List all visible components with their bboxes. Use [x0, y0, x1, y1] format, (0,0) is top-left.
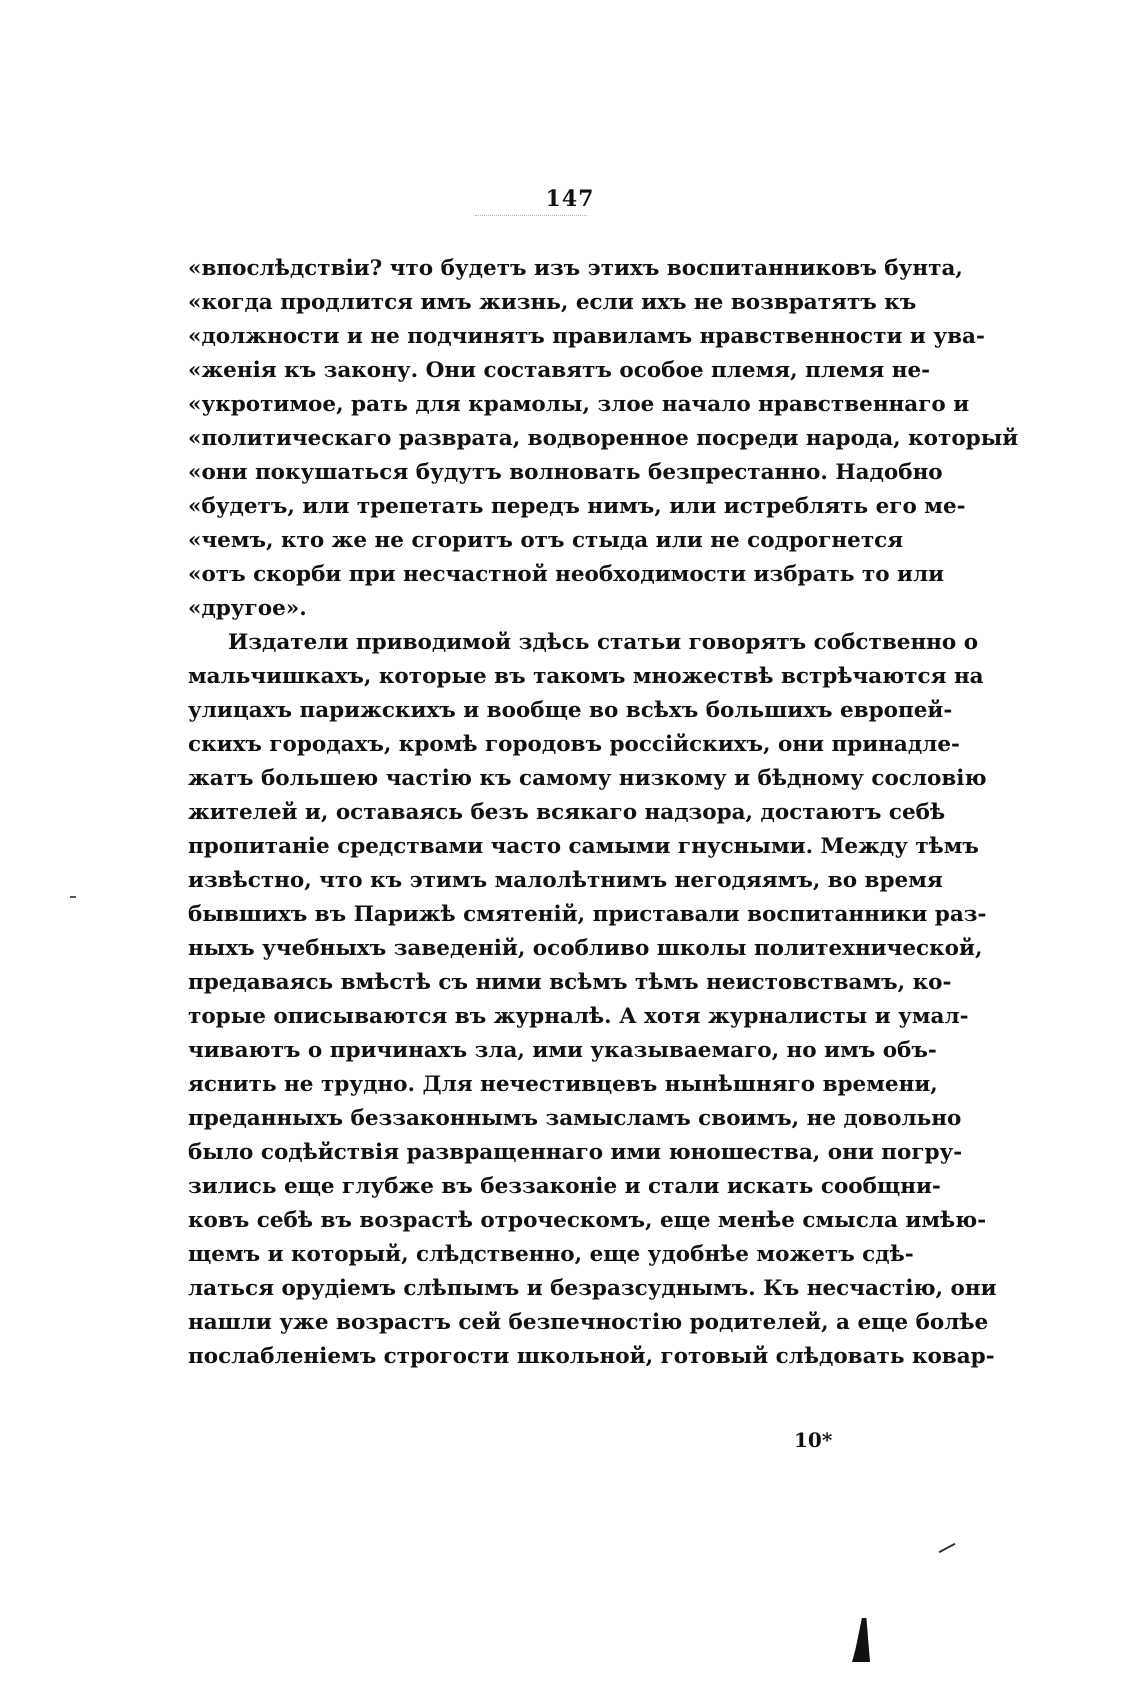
- text-line: латься орудіемъ слѣпымъ и безразсуднымъ. Къ несчастію, они: [188, 1276, 997, 1301]
- text-line: нашли уже возрастъ сей безпечностію родителей, а еще болѣе: [188, 1310, 989, 1335]
- text-line: щемъ и который, слѣдственно, еще удобнѣе можетъ сдѣ-: [188, 1242, 914, 1267]
- text-line: скихъ городахъ, кромѣ городовъ россійскихъ, они принадле-: [188, 732, 960, 757]
- text-line: преданныхъ беззаконнымъ замысламъ своимъ, не довольно: [188, 1106, 962, 1131]
- text-line: «политическаго разврата, водворенное посреди народа, который: [188, 426, 1019, 451]
- text-line: «чемъ, кто же не сгоритъ отъ стыда или не содрогнется: [188, 528, 904, 553]
- scan-speck: [70, 896, 76, 898]
- text-line: пропитаніе средствами часто самыми гнусными. Между тѣмъ: [188, 834, 979, 859]
- text-line: улицахъ парижскихъ и вообще во всѣхъ большихъ европей-: [188, 698, 953, 723]
- text-line: «будетъ, или трепетать передъ нимъ, или истреблять его ме-: [188, 494, 966, 519]
- text-line: извѣстно, что къ этимъ малолѣтнимъ негодяямъ, во время: [188, 868, 943, 893]
- text-line: было содѣйствія развращеннаго ими юношества, они погру-: [188, 1140, 963, 1165]
- text-line: ковъ себѣ въ возрастѣ отроческомъ, еще менѣе смысла имѣю-: [188, 1208, 987, 1233]
- text-line: послабленіемъ строгости школьной, готовый слѣдовать ковар-: [188, 1344, 995, 1369]
- text-line: торые описываются въ журналѣ. А хотя журналисты и умал-: [188, 1004, 969, 1029]
- text-line: зились еще глубже въ беззаконіе и стали искать сообщни-: [188, 1174, 941, 1199]
- text-line: жителей и, оставаясь безъ всякаго надзора, достаютъ себѣ: [188, 800, 946, 825]
- text-line: мальчишкахъ, которые въ такомъ множествѣ встрѣчаются на: [188, 664, 984, 689]
- body-text: [188, 252, 1019, 1374]
- text-line: ныхъ учебныхъ заведеній, особливо школы политехнической,: [188, 936, 983, 961]
- text-line: «укротимое, рать для крамолы, злое начало нравственнаго и: [188, 392, 970, 417]
- text-line: «когда продлится имъ жизнь, если ихъ не возвратятъ къ: [188, 290, 917, 315]
- text-line: «отъ скорби при несчастной необходимости избрать то или: [188, 562, 945, 587]
- text-line: яснить не трудно. Для нечестивцевъ нынѣшняго времени,: [188, 1072, 938, 1097]
- text-line: «они покушаться будутъ волновать безпрестанно. Надобно: [188, 460, 943, 485]
- paragraph-start-line: Издатели приводимой здѣсь статьи говорятъ собственно о: [228, 630, 979, 655]
- text-line: жатъ большею частію къ самому низкому и бѣдному сословію: [188, 766, 987, 791]
- text-line: «женія къ закону. Они составятъ особое племя, племя не-: [188, 358, 931, 383]
- page-number: 147: [545, 186, 595, 212]
- header-rule: [475, 215, 587, 216]
- text-line: предаваясь вмѣстѣ съ ними всѣмъ тѣмъ неистовствамъ, ко-: [188, 970, 952, 995]
- text-line: чиваютъ о причинахъ зла, ими указываемаго, но имъ объ-: [188, 1038, 937, 1063]
- text-line: «впослѣдствіи? что будетъ изъ этихъ воспитанниковъ бунта,: [188, 256, 963, 281]
- scan-blot: [852, 1618, 870, 1662]
- text-line: «другое».: [188, 596, 307, 621]
- signature-mark: 10*: [794, 1428, 833, 1452]
- text-line: «должности и не подчинятъ правиламъ нравственности и ува-: [188, 324, 985, 349]
- text-line: бывшихъ въ Парижѣ смятеній, приставали воспитанники раз-: [188, 902, 987, 927]
- scan-speck: [939, 1543, 956, 1553]
